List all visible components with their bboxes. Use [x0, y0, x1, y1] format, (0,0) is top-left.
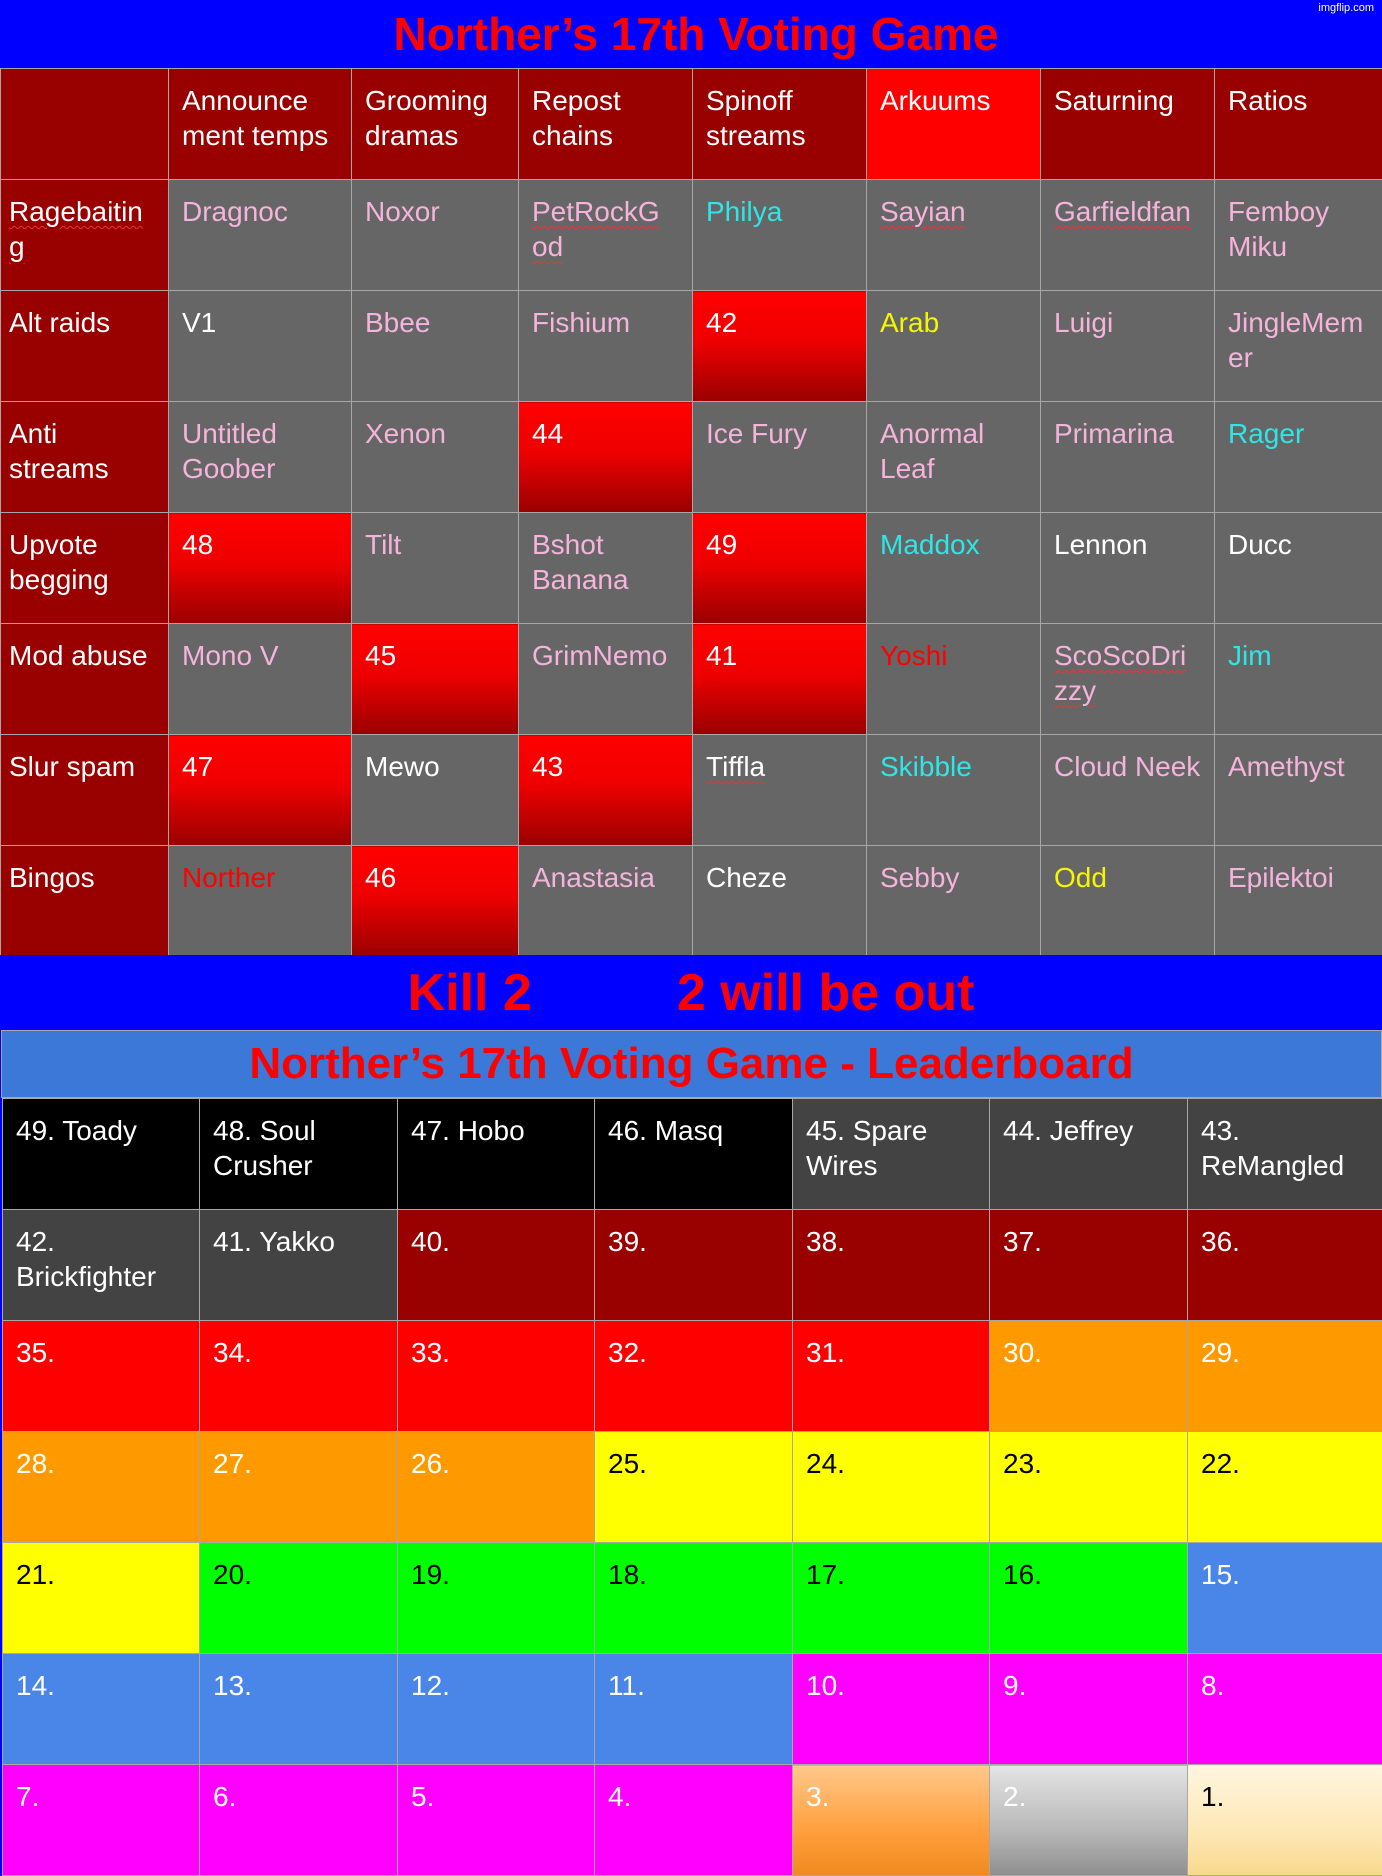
leaderboard-cell: [595, 1654, 793, 1765]
contestant-cell: [169, 402, 352, 513]
placement-label: 9.: [1003, 1670, 1026, 1701]
leaderboard-cell: [3, 1543, 200, 1654]
contestant-cell: [352, 402, 519, 513]
leaderboard-cell: [990, 1210, 1188, 1321]
leaderboard-cell: [793, 1432, 990, 1543]
placement-label: 23.: [1003, 1448, 1042, 1479]
placement-label: 24.: [806, 1448, 845, 1479]
row-header-label: Slur spam: [9, 751, 135, 782]
leaderboard-cell: [1188, 1543, 1382, 1654]
contestant-name: Ice Fury: [706, 418, 807, 449]
placement-label: 33.: [411, 1337, 450, 1368]
leaderboard-row: [3, 1654, 1382, 1765]
contestant-cell: [1041, 624, 1215, 735]
contestant-cell: [1041, 735, 1215, 846]
contestant-cell: [519, 291, 693, 402]
contestant-name: Ducc: [1228, 529, 1292, 560]
placement-label: 1.: [1201, 1781, 1224, 1812]
elimination-number: 48: [182, 529, 213, 560]
eliminated-cell: [352, 624, 519, 735]
out-count-text: 2 will be out: [677, 963, 975, 1023]
contestant-name: Skibble: [880, 751, 972, 782]
placement-label: 8.: [1201, 1670, 1224, 1701]
contestant-name: Rager: [1228, 418, 1304, 449]
row-header: [1, 624, 169, 735]
elimination-number: 46: [365, 862, 396, 893]
elimination-number: 45: [365, 640, 396, 671]
leaderboard-row: [3, 1099, 1382, 1210]
eliminated-cell: [693, 624, 867, 735]
contestant-name: Dragnoc: [182, 196, 288, 227]
leaderboard-cell: [1188, 1765, 1382, 1876]
placement-label: 16.: [1003, 1559, 1042, 1590]
row-header-label: Upvote begging: [9, 529, 109, 595]
row-header-label: Anti streams: [9, 418, 109, 484]
contestant-name: Mono V: [182, 640, 279, 671]
leaderboard-row: [3, 1765, 1382, 1876]
contestant-cell: [693, 735, 867, 846]
leaderboard-row: [3, 1543, 1382, 1654]
leaderboard-cell: [200, 1210, 398, 1321]
leaderboard-cell: [3, 1321, 200, 1432]
contestant-name: Anormal Leaf: [880, 418, 984, 484]
leaderboard-cell: [200, 1321, 398, 1432]
contestant-name: Tiffla: [706, 751, 765, 782]
grid-row: [1, 846, 1382, 957]
leaderboard-cell: [1188, 1432, 1382, 1543]
leaderboard-cell: [200, 1765, 398, 1876]
contestant-cell: [867, 846, 1041, 957]
contestant-cell: [1215, 624, 1382, 735]
column-header: Saturning: [1041, 69, 1215, 180]
contestant-cell: [169, 624, 352, 735]
contestant-cell: [1041, 846, 1215, 957]
contestant-cell: [1215, 735, 1382, 846]
contestant-cell: [1215, 402, 1382, 513]
leaderboard-title: [1, 1030, 1382, 1098]
row-header: [1, 513, 169, 624]
kill-banner: [0, 955, 1382, 1030]
placement-label: 28.: [16, 1448, 55, 1479]
grid-row: [1, 624, 1382, 735]
placement-label: 41. Yakko: [213, 1226, 335, 1257]
leaderboard-cell: [595, 1099, 793, 1210]
contestant-name: Norther: [182, 862, 275, 893]
leaderboard-cell: [595, 1210, 793, 1321]
leaderboard-grid: [2, 1098, 1382, 1876]
eliminated-cell: [352, 846, 519, 957]
placement-label: 14.: [16, 1670, 55, 1701]
placement-label: 42. Brickfighter: [16, 1226, 156, 1292]
contestant-cell: [352, 513, 519, 624]
placement-label: 32.: [608, 1337, 647, 1368]
contestant-cell: [867, 624, 1041, 735]
contestant-name: Arab: [880, 307, 939, 338]
column-header: Ratios: [1215, 69, 1382, 180]
grid-row: [1, 180, 1382, 291]
contestant-cell: [1041, 402, 1215, 513]
contestant-name: Epilektoi: [1228, 862, 1334, 893]
placement-label: 30.: [1003, 1337, 1042, 1368]
placement-label: 39.: [608, 1226, 647, 1257]
placement-label: 35.: [16, 1337, 55, 1368]
leaderboard-cell: [3, 1099, 200, 1210]
placement-label: 15.: [1201, 1559, 1240, 1590]
contestant-name: Luigi: [1054, 307, 1113, 338]
contestant-cell: [1215, 513, 1382, 624]
contestant-name: Noxor: [365, 196, 440, 227]
contestant-name: Jim: [1228, 640, 1272, 671]
leaderboard-cell: [990, 1654, 1188, 1765]
contestant-cell: [693, 180, 867, 291]
leaderboard-cell: [595, 1321, 793, 1432]
leaderboard-cell: [793, 1543, 990, 1654]
placement-label: 27.: [213, 1448, 252, 1479]
contestant-name: Xenon: [365, 418, 446, 449]
contestant-name: ScoScoDri zzy: [1054, 640, 1186, 706]
placement-label: 22.: [1201, 1448, 1240, 1479]
voting-grid: [0, 68, 1382, 957]
placement-label: 44. Jeffrey: [1003, 1115, 1133, 1146]
grid-row: [1, 291, 1382, 402]
eliminated-cell: [519, 402, 693, 513]
leaderboard-cell: [1188, 1210, 1382, 1321]
leaderboard-cell: [990, 1543, 1188, 1654]
leaderboard-cell: [793, 1099, 990, 1210]
placement-label: 3.: [806, 1781, 829, 1812]
contestant-cell: [867, 735, 1041, 846]
placement-label: 48. Soul Crusher: [213, 1115, 316, 1181]
contestant-name: Primarina: [1054, 418, 1174, 449]
contestant-cell: [519, 180, 693, 291]
contestant-name: Yoshi: [880, 640, 947, 671]
grid-row: [1, 513, 1382, 624]
contestant-name: Lennon: [1054, 529, 1147, 560]
elimination-number: 47: [182, 751, 213, 782]
kill-count-text: Kill 2: [408, 963, 532, 1023]
title-text: Norther’s 17th Voting Game: [394, 7, 999, 61]
contestant-cell: [169, 180, 352, 291]
elimination-number: 44: [532, 418, 563, 449]
page-title: [0, 0, 1382, 68]
placement-label: 31.: [806, 1337, 845, 1368]
contestant-name: Anastasia: [532, 862, 655, 893]
contestant-name: Mewo: [365, 751, 440, 782]
contestant-name: Untitled Goober: [182, 418, 277, 484]
contestant-name: Garfieldfan: [1054, 196, 1191, 227]
grid-row: [1, 735, 1382, 846]
placement-label: 11.: [608, 1670, 645, 1701]
leaderboard-cell: [3, 1654, 200, 1765]
leaderboard-cell: [200, 1099, 398, 1210]
contestant-cell: [1215, 846, 1382, 957]
leaderboard-cell: [398, 1654, 595, 1765]
contestant-cell: [693, 846, 867, 957]
contestant-cell: [693, 402, 867, 513]
leaderboard-cell: [398, 1099, 595, 1210]
contestant-cell: [352, 735, 519, 846]
eliminated-cell: [169, 735, 352, 846]
row-header-label: Mod abuse: [9, 640, 148, 671]
leaderboard-cell: [398, 1210, 595, 1321]
contestant-cell: [1041, 291, 1215, 402]
placement-label: 43. ReMangled: [1201, 1115, 1344, 1181]
placement-label: 45. Spare Wires: [806, 1115, 927, 1181]
column-header: Arkuums: [867, 69, 1041, 180]
leaderboard-cell: [793, 1765, 990, 1876]
leaderboard-cell: [398, 1765, 595, 1876]
contestant-name: Philya: [706, 196, 782, 227]
eliminated-cell: [169, 513, 352, 624]
row-header: [1, 846, 169, 957]
leaderboard-cell: [793, 1210, 990, 1321]
leaderboard-cell: [200, 1654, 398, 1765]
column-header: Announce ment temps: [169, 69, 352, 180]
placement-label: 38.: [806, 1226, 845, 1257]
contestant-name: Cheze: [706, 862, 787, 893]
placement-label: 29.: [1201, 1337, 1240, 1368]
placement-label: 26.: [411, 1448, 450, 1479]
leaderboard-cell: [793, 1654, 990, 1765]
elimination-number: 42: [706, 307, 737, 338]
row-header: [1, 735, 169, 846]
contestant-name: Odd: [1054, 862, 1107, 893]
placement-label: 7.: [16, 1781, 39, 1812]
column-header: Repost chains: [519, 69, 693, 180]
placement-label: 19.: [411, 1559, 450, 1590]
leaderboard-cell: [1188, 1099, 1382, 1210]
contestant-name: GrimNemo: [532, 640, 667, 671]
placement-label: 40.: [411, 1226, 450, 1257]
placement-label: 47. Hobo: [411, 1115, 525, 1146]
leaderboard-cell: [398, 1543, 595, 1654]
placement-label: 12.: [411, 1670, 450, 1701]
contestant-name: Sebby: [880, 862, 959, 893]
contestant-name: Maddox: [880, 529, 980, 560]
leaderboard-cell: [595, 1432, 793, 1543]
grid-row: [1, 402, 1382, 513]
contestant-cell: [1041, 513, 1215, 624]
placement-label: 46. Masq: [608, 1115, 723, 1146]
header-row: [1, 69, 1382, 180]
placement-label: 37.: [1003, 1226, 1042, 1257]
leaderboard-cell: [200, 1432, 398, 1543]
leaderboard-row: [3, 1210, 1382, 1321]
contestant-cell: [169, 846, 352, 957]
leaderboard-cell: [398, 1321, 595, 1432]
row-header: [1, 180, 169, 291]
leaderboard-cell: [200, 1543, 398, 1654]
contestant-name: PetRockG od: [532, 196, 660, 262]
contestant-cell: [519, 624, 693, 735]
leaderboard-cell: [1188, 1654, 1382, 1765]
leaderboard-cell: [990, 1432, 1188, 1543]
leaderboard-cell: [793, 1321, 990, 1432]
row-header: [1, 402, 169, 513]
row-header-label: Ragebaitin g: [9, 196, 143, 262]
placement-label: 5.: [411, 1781, 434, 1812]
placement-label: 6.: [213, 1781, 236, 1812]
column-header: Spinoff streams: [693, 69, 867, 180]
eliminated-cell: [693, 291, 867, 402]
row-header-label: Bingos: [9, 862, 95, 893]
eliminated-cell: [693, 513, 867, 624]
contestant-name: Cloud Neek: [1054, 751, 1200, 782]
elimination-number: 49: [706, 529, 737, 560]
leaderboard-cell: [990, 1321, 1188, 1432]
contestant-name: JingleMem er: [1228, 307, 1363, 373]
placement-label: 10.: [806, 1670, 845, 1701]
placement-label: 18.: [608, 1559, 647, 1590]
placement-label: 25.: [608, 1448, 647, 1479]
leaderboard-cell: [595, 1543, 793, 1654]
placement-label: 13.: [213, 1670, 252, 1701]
leaderboard-cell: [1188, 1321, 1382, 1432]
eliminated-cell: [519, 735, 693, 846]
contestant-name: Femboy Miku: [1228, 196, 1329, 262]
contestant-name: Fishium: [532, 307, 630, 338]
leaderboard-cell: [3, 1765, 200, 1876]
leaderboard-cell: [398, 1432, 595, 1543]
row-header: [1, 291, 169, 402]
leaderboard-row: [3, 1432, 1382, 1543]
leaderboard-cell: [3, 1210, 200, 1321]
contestant-cell: [519, 513, 693, 624]
leaderboard-cell: [990, 1099, 1188, 1210]
contestant-cell: [867, 291, 1041, 402]
contestant-name: Amethyst: [1228, 751, 1345, 782]
contestant-cell: [867, 180, 1041, 291]
leaderboard-cell: [3, 1432, 200, 1543]
elimination-number: 43: [532, 751, 563, 782]
placement-label: 49. Toady: [16, 1115, 137, 1146]
contestant-name: Tilt: [365, 529, 401, 560]
placement-label: 2.: [1003, 1781, 1026, 1812]
corner-cell: [1, 69, 169, 180]
contestant-cell: [519, 846, 693, 957]
placement-label: 17.: [806, 1559, 845, 1590]
leaderboard-row: [3, 1321, 1382, 1432]
contestant-name: Bbee: [365, 307, 430, 338]
placement-label: 36.: [1201, 1226, 1240, 1257]
elimination-number: 41: [706, 640, 737, 671]
leaderboard-cell: [595, 1765, 793, 1876]
placement-label: 20.: [213, 1559, 252, 1590]
contestant-cell: [352, 291, 519, 402]
contestant-name: V1: [182, 307, 216, 338]
leaderboard-cell: [990, 1765, 1188, 1876]
contestant-cell: [352, 180, 519, 291]
placement-label: 4.: [608, 1781, 631, 1812]
contestant-cell: [1215, 291, 1382, 402]
column-header: Grooming dramas: [352, 69, 519, 180]
imgflip-watermark: imgflip.com: [1318, 2, 1374, 14]
contestant-cell: [867, 402, 1041, 513]
placement-label: 21.: [16, 1559, 55, 1590]
contestant-cell: [1215, 180, 1382, 291]
placement-label: 34.: [213, 1337, 252, 1368]
row-header-label: Alt raids: [9, 307, 110, 338]
contestant-cell: [169, 291, 352, 402]
contestant-cell: [867, 513, 1041, 624]
contestant-cell: [1041, 180, 1215, 291]
contestant-name: Bshot Banana: [532, 529, 629, 595]
leaderboard-title-text: Norther’s 17th Voting Game - Leaderboard: [249, 1039, 1133, 1089]
contestant-name: Sayian: [880, 196, 966, 227]
